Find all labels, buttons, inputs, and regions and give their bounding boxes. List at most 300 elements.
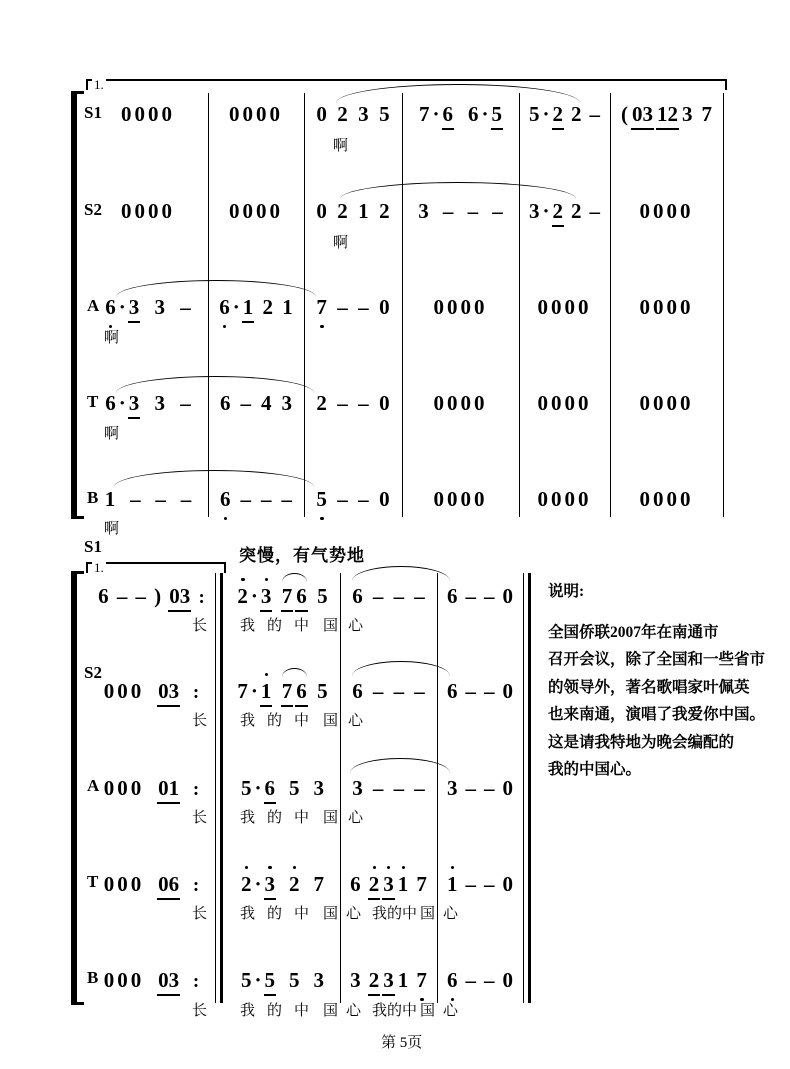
note-token: 2 bbox=[262, 295, 273, 319]
note-token: 3 bbox=[528, 199, 540, 223]
lyric-syllable: 中 bbox=[294, 1003, 310, 1019]
note-token: 7 bbox=[237, 679, 248, 703]
note-token: 3 bbox=[352, 776, 363, 800]
note-token: – bbox=[130, 487, 141, 511]
note-token: 01 bbox=[157, 775, 180, 804]
lyric-syllable: 长 bbox=[192, 618, 208, 634]
note-token: – bbox=[393, 584, 405, 608]
note-group bbox=[281, 583, 308, 612]
note-token: 7 bbox=[418, 102, 430, 126]
octave-dot-above bbox=[268, 866, 271, 869]
note-group bbox=[218, 294, 254, 323]
note-token: 2 bbox=[316, 391, 327, 415]
measure bbox=[522, 390, 607, 420]
octave-dot-above bbox=[402, 866, 405, 869]
octave-dot-above bbox=[387, 866, 390, 869]
lyric-syllable: 我 bbox=[240, 618, 256, 634]
note-token: 0000 bbox=[537, 391, 592, 415]
note-token: 6 bbox=[218, 294, 231, 321]
barline bbox=[215, 573, 216, 1003]
measure bbox=[91, 198, 205, 228]
note-token: 000 bbox=[103, 872, 145, 896]
measure bbox=[307, 198, 399, 228]
part-label-s1: S1 bbox=[84, 537, 102, 556]
note-token: 1 bbox=[282, 295, 293, 319]
lyric-syllable: 心 bbox=[348, 810, 364, 826]
measure bbox=[307, 294, 399, 324]
lyric-syllable: 心 bbox=[348, 618, 364, 634]
annotation-line: 全国侨联2007年在南通市 bbox=[548, 623, 719, 641]
note-token: – bbox=[281, 487, 292, 511]
note-token: 06 bbox=[157, 871, 180, 900]
note-token: 6 bbox=[104, 294, 117, 321]
note-token: 3 bbox=[260, 583, 273, 612]
note-token: · bbox=[250, 679, 258, 703]
measure bbox=[613, 486, 720, 516]
octave-dot-above bbox=[373, 866, 376, 869]
note-token: 2 bbox=[337, 102, 348, 126]
lyric-syllable: 啊 bbox=[333, 138, 349, 154]
note-token: 5 bbox=[528, 102, 540, 126]
barline bbox=[220, 573, 223, 1003]
measure bbox=[228, 871, 337, 901]
barline bbox=[519, 93, 520, 517]
note-token: – bbox=[372, 679, 384, 703]
lyric-syllable: 国 bbox=[323, 810, 339, 826]
note-token: 3 bbox=[682, 102, 693, 126]
lyric-syllable: 啊 bbox=[104, 330, 120, 346]
measure bbox=[613, 101, 720, 131]
note-token: – bbox=[372, 584, 384, 608]
note-token: 0000 bbox=[121, 102, 175, 126]
note-token: – bbox=[337, 391, 348, 415]
measure bbox=[343, 871, 434, 901]
measure bbox=[440, 583, 520, 613]
octave-dot-below bbox=[451, 998, 454, 1001]
lyric-syllable: 心 bbox=[346, 906, 362, 922]
part-label-s2: S2 bbox=[84, 200, 102, 219]
note-token: · bbox=[542, 199, 550, 223]
part-label-a: A bbox=[87, 296, 100, 315]
measure bbox=[228, 583, 337, 613]
note-token: 6 bbox=[105, 391, 116, 415]
note-group bbox=[467, 101, 503, 130]
note-token: 6 bbox=[447, 584, 458, 608]
note-token: – bbox=[467, 199, 479, 223]
note-token: 03 bbox=[631, 101, 654, 130]
note-token: 2 bbox=[552, 198, 565, 227]
note-token: – bbox=[589, 102, 600, 126]
note-token: 0 bbox=[316, 199, 327, 223]
note-token: 7 bbox=[313, 872, 324, 896]
note-token: 1 bbox=[397, 871, 410, 898]
lyric-syllable: 中 bbox=[294, 906, 310, 922]
note-token: 0 bbox=[379, 391, 390, 415]
measure bbox=[91, 967, 212, 997]
lyric-syllable: 长 bbox=[192, 713, 208, 729]
lyric-syllable: 国 bbox=[323, 713, 339, 729]
octave-dot-above bbox=[265, 673, 268, 676]
measure bbox=[211, 486, 301, 516]
note-token: · bbox=[254, 968, 262, 992]
annotation-line: 也来南通，演唱了我爱你中国。 bbox=[548, 706, 766, 723]
lyric-syllable: 国 bbox=[323, 618, 339, 634]
measure bbox=[343, 583, 434, 613]
measure bbox=[91, 583, 212, 613]
note-token: 3 bbox=[447, 776, 458, 800]
note-token: 2 bbox=[236, 583, 249, 610]
slur-arc bbox=[340, 182, 576, 199]
note-token: 3 bbox=[313, 776, 324, 800]
note-token: – bbox=[180, 487, 192, 511]
note-token: – bbox=[261, 487, 272, 511]
note-token: – bbox=[116, 584, 128, 608]
note-token: – bbox=[465, 584, 476, 608]
measure bbox=[405, 101, 516, 131]
lyric-syllable: 国 bbox=[323, 906, 339, 922]
part-label-s1: S1 bbox=[84, 103, 102, 122]
repeat-dots: : bbox=[192, 682, 200, 703]
slur-arc bbox=[352, 566, 450, 581]
note-token: – bbox=[414, 584, 425, 608]
measure bbox=[228, 775, 337, 805]
note-token: – bbox=[484, 872, 495, 896]
note-token: 6 bbox=[219, 486, 232, 513]
part-label-a: A bbox=[87, 776, 100, 795]
barline bbox=[523, 573, 524, 1003]
note-token: 03 bbox=[168, 583, 191, 612]
note-token: – bbox=[393, 776, 405, 800]
measure bbox=[91, 775, 212, 805]
barline bbox=[528, 573, 531, 1003]
note-token: – bbox=[180, 391, 191, 415]
part-label-t: T bbox=[87, 392, 99, 411]
measure bbox=[91, 871, 212, 901]
part-label-t: T bbox=[87, 872, 99, 891]
note-group bbox=[236, 583, 272, 612]
lyric-syllable: 我 bbox=[240, 810, 256, 826]
lyric-syllable: 的 bbox=[267, 1003, 283, 1019]
note-token: 5 bbox=[379, 102, 390, 126]
note-token: 3 bbox=[313, 968, 324, 992]
octave-dot-below bbox=[109, 325, 112, 328]
note-token: 3 bbox=[264, 871, 277, 900]
measure bbox=[211, 294, 301, 324]
note-token: – bbox=[484, 584, 495, 608]
note-token: 5 bbox=[491, 101, 504, 130]
lyric-syllable: 中 bbox=[294, 810, 310, 826]
note-token: 0000 bbox=[433, 391, 488, 415]
octave-dot-below bbox=[420, 998, 423, 1001]
lyric-syllable: 国 bbox=[323, 1003, 339, 1019]
note-token: 7 bbox=[701, 102, 712, 126]
tempo-marking: 突慢，有气势地 bbox=[239, 546, 365, 565]
note-token: · bbox=[481, 102, 489, 126]
note-group bbox=[528, 198, 564, 227]
note-token: – bbox=[135, 584, 146, 608]
note-token: 3 bbox=[128, 294, 141, 323]
note-token: – bbox=[465, 776, 476, 800]
note-token: 6 bbox=[264, 775, 277, 804]
lyric-syllable: 我 bbox=[240, 1003, 256, 1019]
annotation-block bbox=[548, 578, 790, 784]
note-token: 6 bbox=[350, 872, 361, 896]
measure bbox=[405, 486, 516, 516]
note-token: – bbox=[358, 487, 369, 511]
note-token: 6 bbox=[442, 101, 455, 130]
note-token: 0000 bbox=[639, 487, 694, 511]
note-token: · bbox=[250, 584, 258, 608]
note-token: 2 bbox=[337, 199, 348, 223]
note-token: 0 bbox=[502, 776, 513, 800]
system-brace bbox=[71, 93, 77, 517]
note-token: 2 bbox=[570, 199, 582, 223]
lyric-syllable: 长 bbox=[192, 810, 208, 826]
measure bbox=[522, 294, 607, 324]
barline bbox=[304, 93, 305, 517]
note-token: 7 bbox=[415, 967, 428, 994]
note-token: – bbox=[414, 776, 425, 800]
lyric-syllable: 中 bbox=[294, 713, 310, 729]
note-token: 6 bbox=[352, 584, 363, 608]
note-token: 3 bbox=[358, 102, 369, 126]
repeat-dots: : bbox=[192, 971, 200, 992]
note-token: 0000 bbox=[229, 102, 283, 126]
note-token: – bbox=[155, 487, 166, 511]
octave-dot-above bbox=[241, 578, 244, 581]
measure bbox=[405, 198, 516, 228]
note-token: 2 bbox=[288, 871, 301, 898]
note-token: – bbox=[240, 391, 251, 415]
note-group bbox=[418, 101, 454, 130]
note-token: 6 bbox=[467, 102, 479, 126]
annotation-line: 这是请我特地为晚会编配的 bbox=[548, 733, 735, 751]
measure bbox=[343, 775, 434, 805]
octave-dot-below bbox=[223, 325, 226, 328]
note-token: – bbox=[180, 295, 191, 319]
note-token: – bbox=[492, 199, 503, 223]
note-token: 7 bbox=[281, 678, 294, 707]
measure bbox=[343, 967, 434, 997]
note-token: 0000 bbox=[639, 295, 694, 319]
note-token: ( bbox=[621, 102, 628, 126]
note-token: 5 bbox=[317, 584, 328, 608]
note-token: 1 bbox=[242, 294, 255, 323]
lyric-syllable: 的 bbox=[267, 810, 283, 826]
slur-arc bbox=[116, 280, 316, 297]
note-token: – bbox=[465, 968, 476, 992]
note-token: ) bbox=[154, 584, 162, 608]
note-token: 3 bbox=[382, 871, 395, 900]
note-token: 0 bbox=[502, 872, 513, 896]
note-token: 0000 bbox=[229, 199, 283, 223]
measure bbox=[307, 486, 399, 516]
note-token: – bbox=[337, 295, 348, 319]
lyric-syllable: 国 bbox=[420, 906, 436, 922]
note-group bbox=[236, 678, 272, 707]
note-token: 1 bbox=[104, 487, 116, 511]
measure bbox=[91, 294, 205, 324]
octave-dot-above bbox=[451, 866, 454, 869]
part-label-b: B bbox=[87, 968, 99, 987]
lyric-syllable: 我的中 bbox=[372, 1003, 418, 1019]
measure bbox=[91, 101, 205, 131]
note-token: 03 bbox=[157, 967, 180, 996]
note-token: 2 bbox=[570, 102, 582, 126]
repeat-dots: : bbox=[192, 875, 200, 896]
note-token: 3 bbox=[128, 390, 141, 419]
tie-arc bbox=[282, 668, 307, 677]
measure bbox=[405, 294, 516, 324]
note-token: 5 bbox=[315, 486, 328, 513]
note-token: 6 bbox=[295, 583, 308, 612]
lyric-syllable: 我 bbox=[240, 713, 256, 729]
note-token: 0000 bbox=[433, 295, 488, 319]
note-token: 0 bbox=[502, 679, 513, 703]
note-group bbox=[281, 678, 308, 707]
note-token: 3 bbox=[418, 199, 429, 223]
note-token: 7 bbox=[315, 294, 328, 321]
note-token: 3 bbox=[281, 391, 292, 415]
note-token: 6 bbox=[447, 679, 458, 703]
lyric-syllable: 的 bbox=[267, 713, 283, 729]
measure bbox=[440, 871, 520, 901]
measure bbox=[343, 678, 434, 708]
note-token: – bbox=[358, 295, 369, 319]
note-token: 3 bbox=[382, 967, 395, 996]
measure bbox=[522, 486, 607, 516]
octave-dot-below bbox=[320, 325, 323, 328]
part-label-s2: S2 bbox=[84, 663, 102, 682]
lyric-syllable: 啊 bbox=[333, 235, 349, 251]
note-token: · bbox=[432, 102, 440, 126]
note-token: 2 bbox=[240, 871, 253, 898]
note-token: – bbox=[337, 487, 348, 511]
slur-arc bbox=[116, 376, 314, 393]
page-number: 第 5页 bbox=[381, 1035, 423, 1051]
annotation-line: 我的中国心。 bbox=[548, 761, 642, 778]
note-token: 0 bbox=[316, 102, 327, 126]
note-token: 5 bbox=[240, 968, 252, 992]
measure bbox=[522, 198, 607, 228]
note-group bbox=[240, 871, 276, 900]
lyric-syllable: 长 bbox=[192, 906, 208, 922]
note-token: · bbox=[254, 776, 262, 800]
note-token: – bbox=[442, 199, 454, 223]
note-token: – bbox=[372, 776, 384, 800]
note-token: 4 bbox=[261, 391, 272, 415]
note-group bbox=[620, 101, 694, 130]
measure bbox=[91, 678, 212, 708]
measure bbox=[440, 775, 520, 805]
volta-bracket bbox=[86, 562, 226, 573]
note-token: · bbox=[254, 872, 262, 896]
octave-dot-above bbox=[293, 866, 296, 869]
note-token: 000 bbox=[103, 968, 145, 992]
measure bbox=[211, 390, 301, 420]
note-token: 6 bbox=[446, 967, 459, 994]
lyric-syllable: 啊 bbox=[104, 426, 120, 442]
note-token: 7 bbox=[416, 872, 427, 896]
part-label-b: B bbox=[87, 488, 99, 507]
note-token: 0000 bbox=[537, 487, 592, 511]
volta-label: 1. bbox=[94, 77, 104, 92]
note-token: 12 bbox=[656, 101, 679, 130]
repeat-dots: : bbox=[198, 587, 205, 608]
note-group bbox=[240, 775, 276, 804]
measure bbox=[91, 486, 205, 516]
note-token: 6 bbox=[98, 584, 109, 608]
note-token: 1 bbox=[397, 968, 409, 992]
barline bbox=[610, 93, 611, 517]
lyric-syllable: 的 bbox=[267, 618, 283, 634]
lyric-syllable: 的 bbox=[267, 906, 283, 922]
lyric-syllable: 心 bbox=[348, 713, 364, 729]
lyric-syllable: 心 bbox=[443, 1003, 459, 1019]
annotation-title: 说明: bbox=[548, 583, 585, 600]
note-token: 5 bbox=[317, 679, 328, 703]
volta-label: 1. bbox=[94, 560, 104, 575]
note-token: · bbox=[542, 102, 550, 126]
note-token: – bbox=[484, 968, 495, 992]
note-token: – bbox=[393, 679, 405, 703]
measure bbox=[613, 390, 720, 420]
measure bbox=[307, 390, 399, 420]
note-token: 3 bbox=[154, 391, 165, 415]
note-token: – bbox=[414, 679, 425, 703]
note-token: 000 bbox=[103, 679, 145, 703]
lyric-syllable: 国 bbox=[420, 1003, 436, 1019]
measure bbox=[211, 198, 301, 228]
slur-arc bbox=[350, 758, 450, 773]
note-token: 1 bbox=[446, 871, 459, 898]
note-token: · bbox=[232, 295, 240, 319]
note-group bbox=[104, 294, 140, 323]
lyric-syllable: 心 bbox=[443, 906, 459, 922]
note-token: 0000 bbox=[639, 199, 694, 223]
octave-dot-below bbox=[224, 517, 227, 520]
lyric-syllable: 心 bbox=[346, 1003, 362, 1019]
note-token: 000 bbox=[103, 776, 145, 800]
lyric-syllable: 中 bbox=[294, 618, 310, 634]
note-token: 03 bbox=[157, 678, 180, 707]
system-brace bbox=[71, 573, 77, 1003]
measure bbox=[91, 390, 205, 420]
barline bbox=[208, 93, 209, 517]
note-token: 0 bbox=[502, 584, 513, 608]
barline bbox=[402, 93, 403, 517]
lyric-syllable: 我 bbox=[240, 906, 256, 922]
note-token: – bbox=[484, 776, 495, 800]
note-group bbox=[368, 967, 410, 996]
note-token: 5 bbox=[264, 967, 277, 996]
measure bbox=[405, 390, 516, 420]
note-token: 3 bbox=[350, 968, 361, 992]
measure bbox=[211, 101, 301, 131]
note-token: – bbox=[358, 391, 369, 415]
measure bbox=[228, 678, 337, 708]
note-token: – bbox=[484, 679, 495, 703]
slur-arc bbox=[352, 661, 450, 676]
note-group bbox=[104, 390, 140, 419]
note-token: – bbox=[465, 872, 476, 896]
measure bbox=[440, 678, 520, 708]
note-token: 6 bbox=[352, 679, 363, 703]
measure bbox=[228, 967, 337, 997]
tie-arc bbox=[282, 573, 307, 582]
annotation-line: 召开会议，除了全国和一些省市 bbox=[548, 651, 766, 668]
barline bbox=[437, 573, 438, 1003]
